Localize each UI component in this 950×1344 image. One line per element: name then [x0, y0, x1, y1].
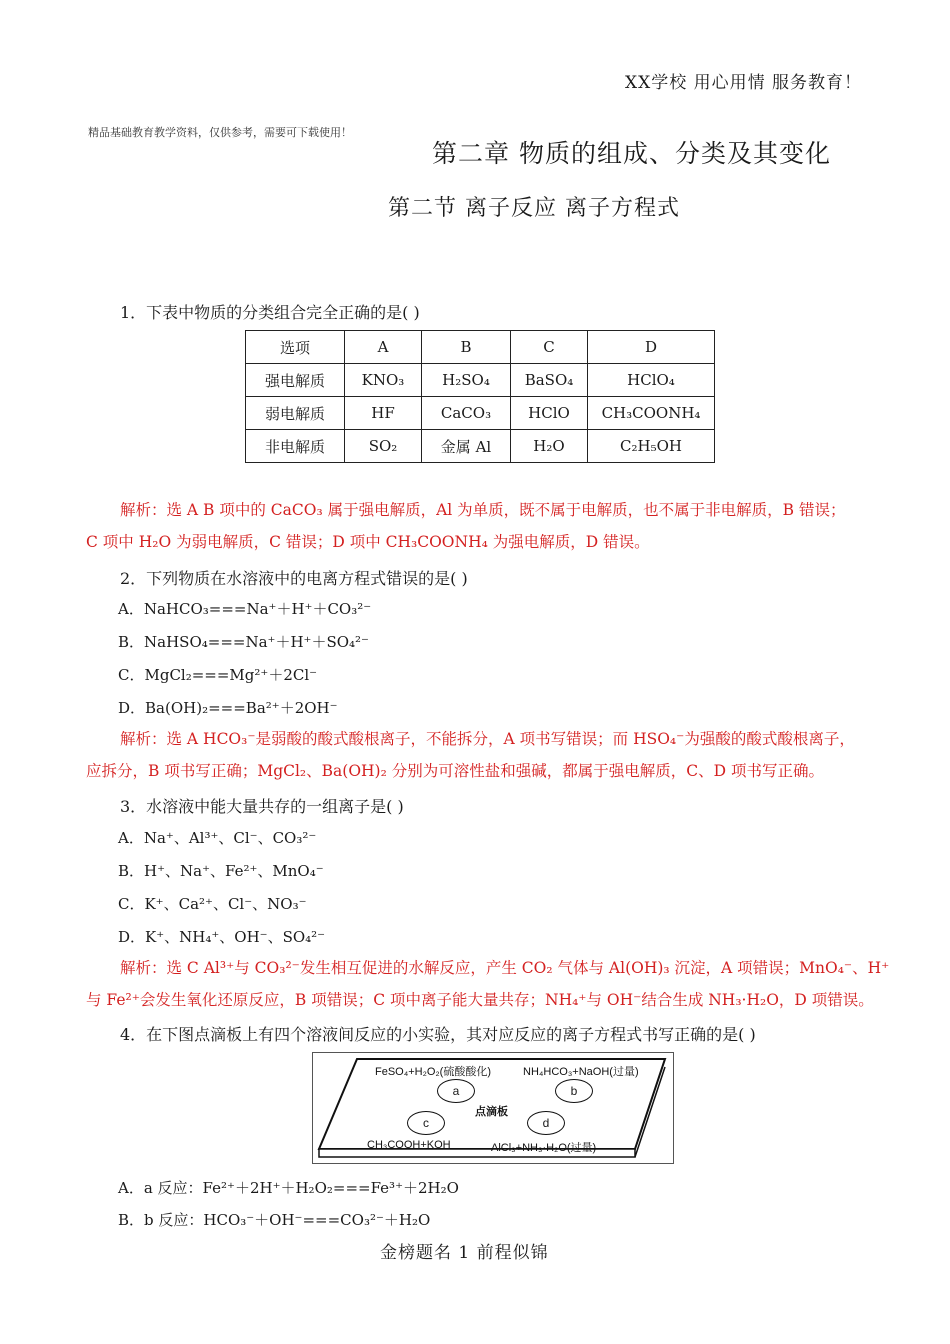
table-header-row	[246, 331, 715, 364]
question-2-analysis-line-1: 解析：选 A HCO₃⁻是弱酸的酸式酸根离子，不能拆分，A 项书写错误；而 HSO₄⁻为强酸的酸式酸根离子，	[120, 730, 855, 748]
table-cell: C₂H₅OH	[588, 430, 715, 463]
header-note: 精品基础教育教学资料，仅供参考，需要可下载使用！	[88, 126, 352, 139]
table-cell: H₂O	[511, 430, 588, 463]
table-row	[246, 364, 715, 397]
table-cell: H₂SO₄	[422, 364, 511, 397]
question-2-option-c: C．MgCl₂===Mg²⁺＋2Cl⁻	[118, 666, 318, 684]
table-header-cell: A	[345, 331, 422, 364]
table-cell: 强电解质	[246, 364, 345, 397]
table-cell: KNO₃	[345, 364, 422, 397]
well-b: b	[555, 1079, 593, 1103]
table-header-cell: C	[511, 331, 588, 364]
reaction-b-label: NH₄HCO₃+NaOH(过量)	[523, 1066, 639, 1078]
table-header-cell: B	[422, 331, 511, 364]
question-3-option-a: A．Na⁺、Al³⁺、Cl⁻、CO₃²⁻	[118, 829, 317, 847]
question-3-option-b: B．H⁺、Na⁺、Fe²⁺、MnO₄⁻	[118, 862, 324, 880]
question-2-analysis-line-2: 应拆分，B 项书写正确；MgCl₂、Ba(OH)₂ 分别为可溶性盐和强碱，都属于强电解质，C、D 项书写正确。	[86, 762, 824, 780]
well-d: d	[527, 1111, 565, 1135]
table-cell: HF	[345, 397, 422, 430]
classification-table	[245, 330, 715, 463]
question-2-option-b: B．NaHSO₄===Na⁺＋H⁺＋SO₄²⁻	[118, 633, 369, 651]
table-cell: CH₃COONH₄	[588, 397, 715, 430]
reaction-a-label: FeSO₄+H₂O₂(硫酸酸化)	[375, 1066, 492, 1078]
well-c: c	[407, 1111, 445, 1135]
question-3-option-d: D．K⁺、NH₄⁺、OH⁻、SO₄²⁻	[118, 928, 326, 946]
well-a: a	[437, 1079, 475, 1103]
table-cell: 弱电解质	[246, 397, 345, 430]
chapter-title: 第二章 物质的组成、分类及其变化	[432, 139, 831, 168]
header-school-slogan: XX学校 用心用情 服务教育！	[624, 73, 862, 93]
table-cell: CaCO₃	[422, 397, 511, 430]
spot-plate-figure	[312, 1052, 674, 1164]
table-cell: BaSO₄	[511, 364, 588, 397]
question-3-stem: 3．水溶液中能大量共存的一组离子是( )	[120, 797, 404, 816]
question-4-stem: 4．在下图点滴板上有四个溶液间反应的小实验，其对应反应的离子方程式书写正确的是( )	[120, 1025, 756, 1044]
table-row	[246, 397, 715, 430]
page-footer: 金榜题名 1 前程似锦	[380, 1243, 549, 1263]
table-cell: 非电解质	[246, 430, 345, 463]
table-cell: HClO	[511, 397, 588, 430]
question-1-analysis-line-2: C 项中 H₂O 为弱电解质，C 错误；D 项中 CH₃COONH₄ 为强电解质，D 错误。	[86, 533, 650, 551]
question-1-stem: 1．下表中物质的分类组合完全正确的是( )	[120, 303, 420, 322]
table-row	[246, 430, 715, 463]
table-cell: HClO₄	[588, 364, 715, 397]
table-cell: SO₂	[345, 430, 422, 463]
question-4-option-b: B．b 反应：HCO₃⁻＋OH⁻===CO₃²⁻＋H₂O	[118, 1211, 431, 1229]
spot-plate-label: 点滴板	[475, 1106, 508, 1118]
table-header-cell: 选项	[246, 331, 345, 364]
question-3-analysis-line-1: 解析：选 C Al³⁺与 CO₃²⁻发生相互促进的水解反应，产生 CO₂ 气体与 Al(OH)₃ 沉淀，A 项错误；MnO₄⁻、H⁺	[120, 959, 890, 977]
question-3-analysis-line-2: 与 Fe²⁺会发生氧化还原反应，B 项错误；C 项中离子能大量共存；NH₄⁺与 OH⁻结合生成 NH₃·H₂O，D 项错误。	[86, 991, 874, 1009]
reaction-c-label: CH₃COOH+KOH	[367, 1139, 451, 1151]
section-title: 第二节 离子反应 离子方程式	[388, 196, 680, 221]
question-1-analysis-line-1: 解析：选 A B 项中的 CaCO₃ 属于强电解质，Al 为单质，既不属于电解质，也不属于非电解质，B 错误；	[120, 501, 846, 519]
question-4-option-a: A．a 反应：Fe²⁺＋2H⁺＋H₂O₂===Fe³⁺＋2H₂O	[118, 1179, 459, 1197]
table-cell: 金属 Al	[422, 430, 511, 463]
table-header-cell: D	[588, 331, 715, 364]
question-3-option-c: C．K⁺、Ca²⁺、Cl⁻、NO₃⁻	[118, 895, 307, 913]
question-2-stem: 2．下列物质在水溶液中的电离方程式错误的是( )	[120, 569, 468, 588]
reaction-d-label: AlCl₃+NH₃·H₂O(过量)	[491, 1142, 597, 1154]
question-2-option-d: D．Ba(OH)₂===Ba²⁺＋2OH⁻	[118, 699, 338, 717]
question-2-option-a: A．NaHCO₃===Na⁺＋H⁺＋CO₃²⁻	[118, 600, 372, 618]
